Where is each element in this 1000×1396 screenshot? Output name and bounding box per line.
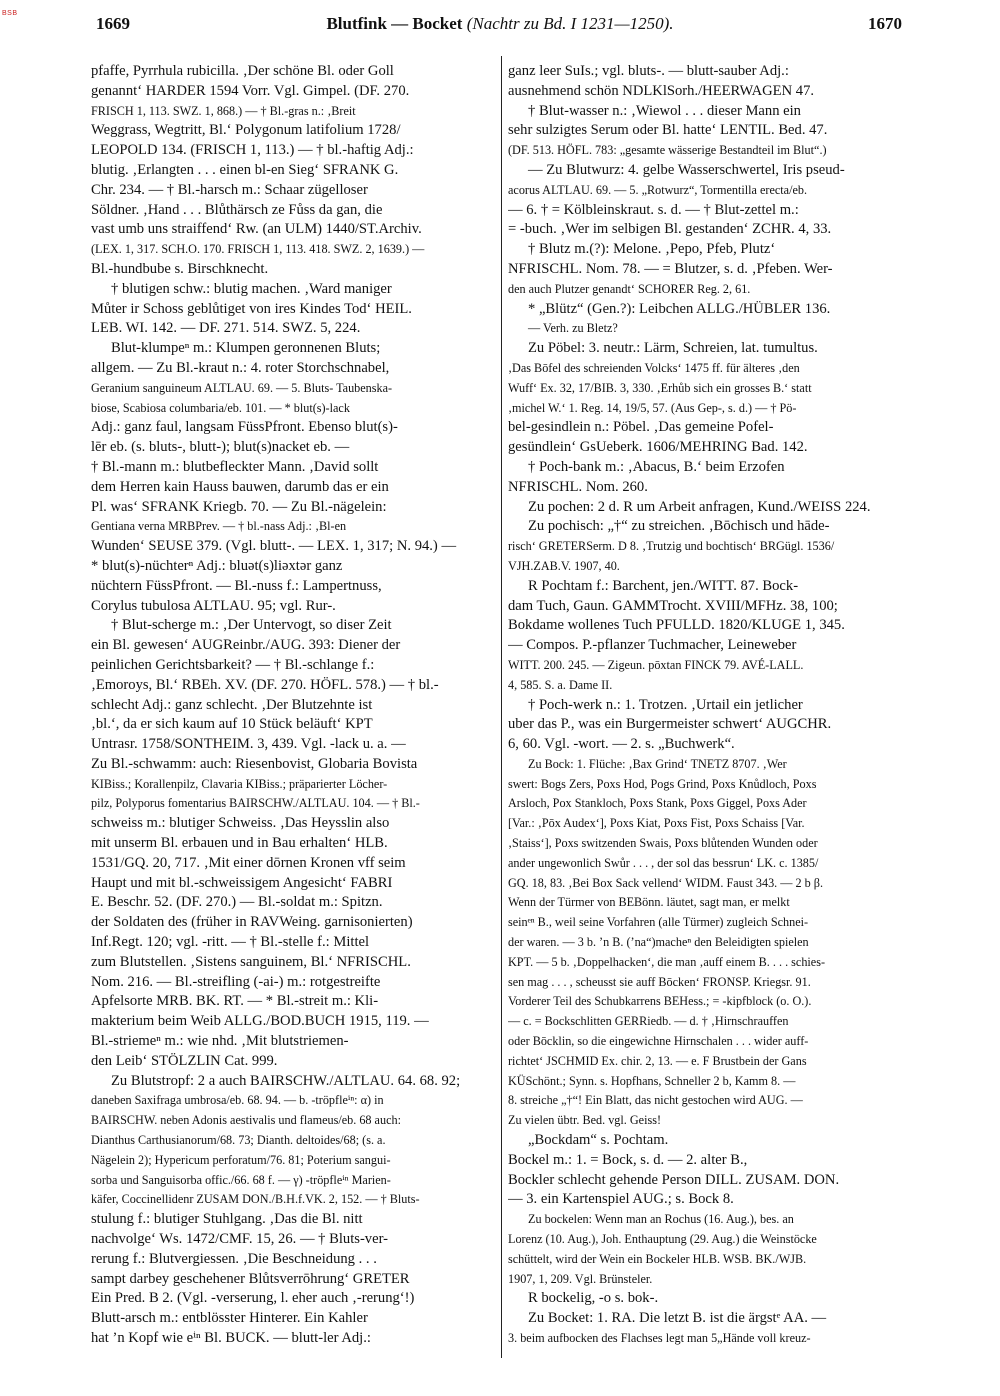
left-column-line: allgem. — Zu Bl.-kraut n.: 4. roter Storchschnabel, [91, 359, 390, 376]
left-column-line: Söldner. ‚Hand . . . Blůthärsch ze Fůss da gan, die [91, 201, 383, 218]
left-column-line: Corylus tubulosa ALTLAU. 95; vgl. Rur-. [91, 597, 336, 614]
right-column-line: — Zu Blutwurz: 4. gelbe Wasserschwertel, Iris pseud- [528, 161, 845, 178]
left-column-line: ein Bl. gewesen‘ AUGReinbr./AUG. 393: Diener der [91, 637, 401, 654]
right-column-line: NFRISCHL. Nom. 78. — = Blutzer, s. d. ‚Pfeben. Wer- [508, 260, 833, 277]
right-column-line: (DF. 513. HÖFL. 783: „gesamte wässerige Bestandteil im Blut“.) [508, 143, 827, 158]
left-column [91, 62, 496, 1362]
right-column-line: 8. streiche „†“! Ein Blatt, das nicht gestochen wird AUG. — [508, 1093, 803, 1108]
right-column-line: † Poch-werk n.: 1. Trotzen. ‚Urtail ein jetlicher [528, 696, 803, 713]
left-column-line: Untrasr. 1758/SONTHEIM. 3, 439. Vgl. -lack u. a. — [91, 736, 406, 753]
left-column-line: Gentiana verna MRBPrev. — † bl.-nass Adj.: ‚Bl-en [91, 519, 347, 534]
right-column-line: richtet‘ JSCHMID Ex. chir. 2, 13. — e. F Brustbein der Gans [508, 1053, 807, 1068]
right-column-line: Arsloch, Pox Stankloch, Poxs Stank, Poxs Giggel, Poxs Ader [508, 796, 807, 811]
right-column-line: — 6. † = Kölbleinskraut. s. d. — † Blut-zettel m.: [508, 201, 799, 218]
left-column-line: pilz, Polyporus fomentarius BAIRSCHW./ALTLAU. 104. — † Bl.- [91, 796, 420, 811]
left-column-line: BAIRSCHW. neben Adonis aestivalis und flameus/eb. 68 auch: [91, 1113, 401, 1128]
left-column-line: Blut-klumpeⁿ m.: Klumpen geronnenen Bluts; [111, 340, 381, 357]
right-column-line: Wuff‘ Ex. 32, 17/BIB. 3, 330. ‚Erhůb sich ein grosses B.‘ statt [508, 380, 812, 395]
right-column-line: Bockel m.: 1. = Bock, s. d. — 2. alter B., [508, 1151, 748, 1168]
left-column-line: † blutigen schw.: blutig machen. ‚Ward maniger [111, 280, 392, 297]
left-column-line: Dianthus Carthusianorum/68. 73; Dianth. deltoides/68; (s. a. [91, 1133, 386, 1148]
right-column-line: VJH.ZAB.V. 1907, 40. [508, 558, 620, 573]
right-column-line: Lorenz (10. Aug.), Joh. Enthauptung (29. Aug.) die Weinstöcke [508, 1232, 817, 1247]
right-column-line: — c. = Bockschlitten GERRiedb. — d. † ‚Hirnschrauffen [508, 1014, 789, 1029]
right-column-line: swert: Bogs Zers, Poxs Hod, Pogs Grind, Poxs Knůdloch, Poxs [508, 776, 817, 791]
right-column-line: Zu Bocket: 1. RA. Die letzt B. ist die ärgstᵉ AA. — [528, 1310, 827, 1327]
left-column-line: makterium beim Weib ALLG./BOD.BUCH 1915, 119. — [91, 1013, 429, 1030]
left-column-line: sampt darbey geschehener Blůtsverrōhrung‘ GRETER [91, 1270, 410, 1287]
right-column-line: GQ. 18, 83. ‚Bei Box Sack vellend‘ WIDM. Faust 343. — 2 b β. [508, 875, 824, 890]
right-column-line: NFRISCHL. Nom. 260. [508, 478, 648, 495]
right-column-line: Zu bockelen: Wenn man an Rochus (16. Aug.), bes. an [528, 1212, 794, 1227]
left-column-line: Blutt-arsch m.: entblösster Hinterer. Ein Kahler [91, 1310, 368, 1327]
right-column-line: KÜSchönt.; Synn. s. Hopfhans, Schneller 2 b, Kamm 8. — [508, 1073, 796, 1088]
right-column-line: WITT. 200. 245. — Zigeun. pōxtan FINCK 79. AVÉ-LALL. [508, 657, 804, 672]
right-column-line: 3. beim aufbocken des Flachses legt man 5„Hände voll kreuz- [508, 1331, 811, 1345]
left-column-line: Weggrass, Wegtritt, Bl.‘ Polygonum latifolium 1728/ [91, 122, 401, 139]
right-column-line: KPT. — 5 b. ‚Doppelhacken‘, die man ‚auff einem B. . . . schies- [508, 954, 826, 969]
right-column-line: schüttelt, wird der Wein ein Bockeler HLB. WSB. BK./WJB. [508, 1251, 807, 1266]
right-column-line: † Blut-wasser n.: ‚Wiewol . . . dieser Mann ein [528, 102, 801, 119]
left-column-line: 1531/GQ. 20, 717. ‚Mit einer dōrnen Kronen vff seim [91, 854, 406, 871]
left-column-line: sorba und Sanguisorba offic./66. 68 f. — γ) -tröpfleⁱⁿ Marien- [91, 1172, 391, 1187]
left-column-line: Adj.: ganz faul, langsam FüssPfront. Ebenso blut(s)- [91, 419, 398, 436]
left-column-line: Nägelein 2); Hypericum perforatum/76. 81; Poterium sangui- [91, 1152, 391, 1167]
left-column-line: stulung f.: blutiger Stuhlgang. ‚Das die Bl. nitt [91, 1211, 363, 1228]
left-column-line: Apfelsorte MRB. BK. RT. — * Bl.-streit m.: Kli- [91, 993, 379, 1010]
left-column-line: Inf.Regt. 120; vgl. -ritt. — † Bl.-stelle f.: Mittel [91, 934, 370, 951]
right-column-line: — Compos. P.-pflanzer Tuchmacher, Leineweber [508, 637, 797, 654]
right-column-line: Zu Bock: 1. Flüche: ‚Bax Grind‘ TNETZ 8707. ‚Wer [528, 756, 787, 771]
left-column-line: Geranium sanguineum ALTLAU. 69. — 5. Bluts- Taubenska- [91, 380, 393, 395]
left-column-line: Můter ir Schoss geblůtiget von ires Kindes Tod‘ HEIL. [91, 300, 412, 317]
left-column-line: Haupt und mit bl.-schweissigem Angesicht‘ FABRI [91, 874, 393, 891]
left-column-line: vast umb uns straiffend‘ Rw. (an ULM) 1440/ST.Archiv. [91, 221, 422, 238]
running-title-lemmas: Blutfink — Bocket [326, 14, 463, 33]
right-column-line: — Verh. zu Bletz? [528, 321, 618, 336]
column-divider [501, 56, 502, 1358]
right-column-line: Zu Pöbel: 3. neutr.: Lärm, Schreien, lat. tumultus. [528, 340, 818, 357]
running-title-volume: (Nachtr zu Bd. I 1231—1250). [466, 14, 674, 33]
left-column-line: nüchtern FüssPfront. — Bl.-nuss f.: Lampertnuss, [91, 577, 382, 594]
left-column-line: Chr. 234. — † Bl.-harsch m.: Schaar zügelloser [91, 181, 368, 198]
left-column-line: pfaffe, Pyrrhula rubicilla. ‚Der schöne Bl. oder Goll [91, 63, 394, 79]
right-column-line: [Var.: ‚Pōx Audex‘], Poxs Kiat, Poxs Fist, Poxs Schaiss [Var. [508, 816, 805, 831]
running-title [80, 14, 920, 34]
left-column-line: Zu Blutstropf: 2 a auch BAIRSCHW./ALTLAU. 64. 68. 92; [111, 1072, 461, 1089]
left-column-line: zum Blutstellen. ‚Sistens sanguinem, Bl.‘ NFRISCHL. [91, 953, 411, 970]
right-column-line: acorus ALTLAU. 69. — 5. „Rotwurz“, Tormentilla erecta/eb. [508, 182, 808, 197]
right-column-line: ‚Staiss‘], Poxs switzenden Swais, Poxs blůtenden Wunden oder [508, 836, 818, 851]
page-number-right: 1670 [868, 14, 902, 33]
left-column-line: der Soldaten des (früher in RAVWeing. garnisonierten) [91, 914, 413, 931]
right-column-line: R Pochtam f.: Barchent, jen./WITT. 87. Bock- [528, 577, 799, 594]
left-column-line: (LEX. 1, 317. SCH.O. 170. FRISCH 1, 113. 418. SWZ. 2, 1639.) — [91, 242, 425, 257]
page-number-left: 1669 [96, 14, 130, 33]
right-column-line: — 3. ein Kartenspiel AUG.; s. Bock 8. [508, 1191, 734, 1208]
left-column-line: schlecht Adj.: ganz schlecht. ‚Der Blutzehnte ist [91, 696, 373, 713]
page-header [80, 14, 920, 38]
left-column-line: genannt‘ HARDER 1594 Vorr. Vgl. Gimpel. (DF. 270. [91, 82, 410, 99]
right-column-line: * „Blütz“ (Gen.?): Leibchen ALLG./HÜBLER 136. [528, 300, 831, 317]
right-column-line: Vorderer Teil des Schubkarrens BEHess.; = -kipfblock (o. O.). [508, 994, 812, 1009]
left-column-line: hat ’n Kopf wie eⁱⁿ Bl. BUCK. — blutt-ler Adj.: [91, 1330, 371, 1346]
right-column-line: oder Bōcklin, so die eingewichne Hirnschalen . . . wider auff- [508, 1034, 809, 1049]
right-column-line: 4, 585. S. a. Dame II. [508, 677, 613, 692]
left-column-line: Bl.-striemeⁿ m.: wie nhd. ‚Mit blutstriemen- [91, 1033, 349, 1050]
right-column-line: Zu vielen übtr. Bed. vgl. Geiss! [508, 1113, 661, 1128]
right-column-line: Zu pochisch: „†“ zu streichen. ‚Bōchisch und hāde- [528, 518, 830, 535]
left-column-line: Zu Bl.-schwamm: auch: Riesenbovist, Globaria Bovista [91, 755, 418, 772]
left-column-line: FRISCH 1, 113. SWZ. 1, 868.) — † Bl.-gras n.: ‚Breit [91, 103, 356, 118]
left-column-line: E. Beschr. 52. (DF. 270.) — Bl.-soldat m.: Spitzn. [91, 894, 383, 911]
left-column-line: Ein Pred. B 2. (Vgl. -verserung, l. eher auch ‚-rerung‘!) [91, 1290, 415, 1307]
right-column-line: seinᵉⁿ B., weil seine Vorfahren (alle Türmer) zugleich Schnei- [508, 915, 809, 930]
right-column-line: = -buch. ‚Wer im selbigen Bl. gestanden‘ ZCHR. 4, 33. [508, 221, 832, 238]
left-column-line: käfer, Coccinellidenr ZUSAM DON./B.H.f.VK. 2, 152. — † Bluts- [91, 1192, 420, 1207]
right-column-line: risch‘ GRETERSerm. D 8. ‚Trutzig und bochtisch‘ BRGügl. 1536/ [508, 539, 835, 554]
left-column-line: Nom. 216. — Bl.-streifling (-ai-) m.: rotgestreifte [91, 973, 381, 990]
left-column-line: Bl.-hundbube s. Birschknecht. [91, 260, 269, 277]
right-column-line: ausnehmend schön NDLKlSorh./HEERWAGEN 47. [508, 82, 815, 99]
right-column-line: ander ungewonlich Swůr . . . , der sol das bessrun‘ LK. c. 1385/ [508, 855, 819, 870]
left-column-line: lēr eb. (s. bluts-, blutt-); blut(s)nacket eb. — [91, 439, 350, 456]
right-column-line: sehr sulzigtes Serum oder Bl. hatte‘ LENTIL. Bed. 47. [508, 122, 828, 139]
left-column-line: den Leib‘ STÖLZLIN Cat. 999. [91, 1052, 278, 1069]
right-column-line: ‚michel W.‘ 1. Reg. 14, 19/5, 57. (Aus Gep-, s. d.) — † Pö- [508, 400, 797, 415]
right-column [508, 62, 912, 1362]
left-column-line: * blut(s)-nüchterⁿ Adj.: bluət(s)liəxtər ganz [91, 557, 343, 574]
right-column-line: R bockelig, -o s. bok-. [528, 1290, 659, 1307]
right-column-line: Wenn der Türmer von BEBönn. läutet, sagt man, er melkt [508, 895, 790, 910]
right-column-line: Zu pochen: 2 d. R um Arbeit anfragen, Kund./WEISS 224. [528, 498, 871, 515]
right-column-line: der waren. — 3 b. ’n B. (’na“)macheⁿ den Beleidigten spielen [508, 935, 809, 950]
right-column-line: dam Tuch, Gaun. GAMMTrocht. XVIII/MFHz. 38, 100; [508, 597, 838, 614]
right-column-line: uber das P., was ein Burgermeister schwert‘ AUGCHR. [508, 716, 832, 733]
library-mark: BSB [2, 10, 18, 17]
left-column-line: mit unserm Bl. erbauen und in Bau erhalten‘ HLB. [91, 835, 388, 852]
left-column-line: daneben Saxifraga umbrosa/eb. 68. 94. — b. -tröpfleⁱⁿ: α) in [91, 1093, 384, 1108]
left-column-line: KIBiss.; Korallenpilz, Clavaria KIBiss.; präparierter Löcher- [91, 776, 388, 791]
left-column-line: dem Herren kain Hauss bauwen, darumb das er ein [91, 478, 389, 495]
left-column-line: ‚Emoroys, Bl.‘ RBEh. XV. (DF. 270. HÖFL. 578.) — † bl.- [91, 676, 439, 693]
left-column-line: blutig. ‚Erlangten . . . einen bl-en Sieg‘ SFRANK G. [91, 161, 399, 178]
left-column-line: LEB. WI. 142. — DF. 271. 514. SWZ. 5, 224. [91, 320, 361, 337]
left-column-line: Wunden‘ SEUSE 379. (Vgl. blutt-. — LEX. 1, 317; N. 94.) — [91, 538, 457, 555]
right-column-line: bel-gesindlein n.: Pöbel. ‚Das gemeine Pofel- [508, 419, 774, 436]
left-column-line: ‚bl.‘, da er sich kaum auf 10 Stück beläuft‘ KPT [91, 716, 373, 733]
left-column-line: nachvolge‘ Ws. 1472/CMF. 15, 26. — † Bluts-ver- [91, 1231, 389, 1248]
left-column-line: peinlichen Gerichtsbarkeit? — † Bl.-schlange f.: [91, 656, 375, 673]
right-column-line: † Blutz m.(?): Melone. ‚Pepo, Pfeb, Plutz‘ [528, 241, 776, 258]
left-column-line: rerung f.: Blutvergiessen. ‚Die Beschneidung . . . [91, 1250, 377, 1267]
right-column-line: „Bockdam“ s. Pochtam. [528, 1132, 669, 1149]
right-column-line: † Poch-bank m.: ‚Abacus, B.‘ beim Erzofen [528, 458, 785, 475]
right-column-line: sen mag . . . , scheusst sie auff Bōcken‘ FRONSP. Kriegsr. 91. [508, 974, 811, 989]
right-column-line: Bockler schlecht gehende Person DILL. ZUSAM. DON. [508, 1171, 840, 1188]
right-column-line: ‚Das Bōfel des schreienden Volcks‘ 1475 ff. für älteres ‚den [508, 360, 800, 375]
right-column-line: ganz leer SuIs.; vgl. bluts-. — blutt-sauber Adj.: [508, 63, 789, 79]
right-column-line: 1907, 1, 209. Vgl. Brünsteler. [508, 1271, 653, 1286]
right-column-line: Bokdame wollenes Tuch PFULLD. 1820/KLUGE 1, 345. [508, 617, 845, 634]
left-column-line: Pl. was‘ SFRANK Kriegb. 70. — Zu Bl.-nägelein: [91, 498, 387, 515]
left-column-line: LEOPOLD 134. (FRISCH 1, 113.) — † bl.-haftig Adj.: [91, 142, 414, 159]
left-column-line: biose, Scabiosa columbaria/eb. 101. — * blut(s)-lack [91, 400, 350, 415]
left-column-line: schweiss m.: blutiger Schweiss. ‚Das Heysslin also [91, 815, 390, 832]
right-column-line: 6, 60. Vgl. -wort. — 2. s. „Buchwerk“. [508, 736, 735, 753]
left-column-line: † Bl.-mann m.: blutbefleckter Mann. ‚David sollt [91, 458, 379, 475]
left-column-line: † Blut-scherge m.: ‚Der Untervogt, so diser Zeit [111, 617, 392, 634]
right-column-line: den auch Plutzer genandt‘ SCHORER Reg. 2, 61. [508, 281, 751, 296]
right-column-line: gesündlein‘ GsUeberk. 1606/MEHRING Bad. 142. [508, 439, 808, 456]
